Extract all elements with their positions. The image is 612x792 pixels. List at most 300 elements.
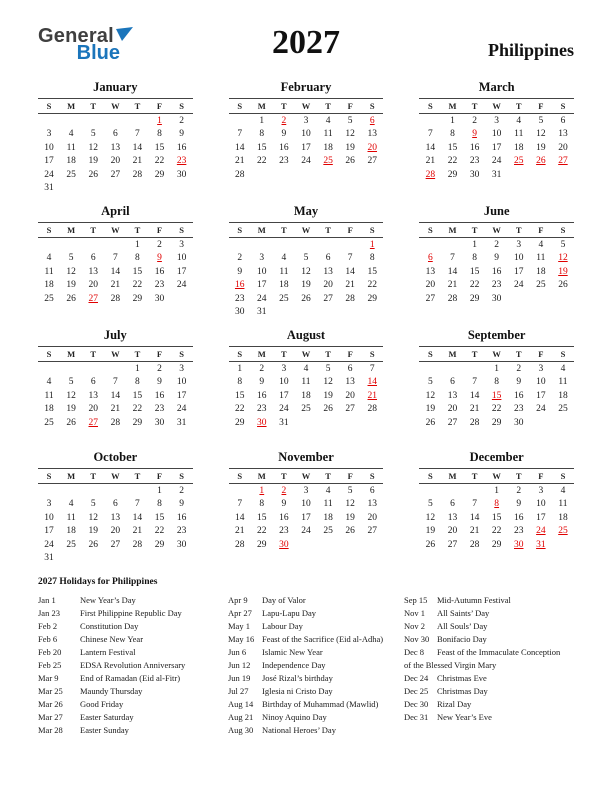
- calendar-day: 18: [44, 280, 54, 291]
- weekday-header: M: [441, 347, 463, 362]
- calendar-day: 4: [68, 129, 74, 140]
- calendar-day: 3: [179, 239, 184, 250]
- calendar-day-empty: [419, 114, 441, 128]
- calendar-day: 8: [135, 253, 140, 264]
- calendar-day: 20: [345, 390, 355, 401]
- calendar-day: 2: [237, 253, 243, 264]
- holiday-entry: [404, 672, 568, 685]
- month-table: [419, 222, 574, 306]
- calendar-day: 30: [154, 293, 165, 304]
- weekday-header: W: [486, 469, 508, 484]
- calendar-day: 22: [491, 526, 502, 537]
- calendar-day: 20: [425, 280, 436, 291]
- weekday-header: W: [295, 223, 317, 238]
- calendar-day-empty: [126, 114, 148, 128]
- holiday-entry: [228, 724, 390, 737]
- holiday-entry: [228, 672, 390, 685]
- calendar-day-empty: [295, 416, 317, 430]
- calendar-day: 12: [425, 512, 436, 523]
- calendar-day: 7: [112, 253, 118, 264]
- calendar-day: 6: [112, 499, 118, 510]
- calendar-day: 23: [176, 156, 187, 167]
- calendar-day: 1: [157, 485, 162, 496]
- calendar-day: 2: [157, 239, 162, 250]
- weekday-header: S: [552, 347, 574, 362]
- calendar-day: 22: [447, 156, 458, 167]
- calendar-day: 25: [279, 293, 289, 304]
- calendar-day: 30: [154, 417, 165, 428]
- calendar-day: 5: [428, 377, 433, 388]
- calendar-day: 24: [491, 156, 502, 167]
- calendar-day: 12: [66, 266, 76, 277]
- weekday-header: T: [82, 223, 104, 238]
- calendar-day: 15: [469, 266, 480, 277]
- month-title: November: [278, 450, 334, 464]
- calendar-day: 18: [44, 404, 54, 415]
- holiday-name: Iglesia ni Cristo Day: [262, 686, 333, 696]
- holiday-entry: [38, 620, 228, 633]
- calendar-day: 11: [514, 129, 524, 140]
- calendar-day: 7: [135, 499, 140, 510]
- calendar-day: 24: [301, 156, 311, 167]
- holiday-name: Chinese New Year: [80, 634, 144, 644]
- calendar-day-empty: [339, 306, 361, 320]
- calendar-day: 26: [536, 156, 546, 167]
- calendar-day: 14: [110, 266, 121, 277]
- calendar-day: 29: [469, 293, 480, 304]
- calendar-day: 24: [44, 539, 54, 550]
- weekday-header: M: [60, 347, 82, 362]
- weekday-header: T: [126, 223, 148, 238]
- calendar-day: 10: [44, 512, 54, 523]
- holiday-entry: [228, 620, 390, 633]
- calendar-day: 21: [469, 404, 480, 415]
- calendar-day: 28: [110, 293, 121, 304]
- calendar-day: 26: [88, 539, 98, 550]
- calendar-day: 7: [369, 363, 375, 374]
- calendar-day: 12: [88, 142, 98, 153]
- calendar-day: 4: [281, 253, 287, 264]
- weekday-header: S: [552, 99, 574, 114]
- holiday-name: Christmas Day: [437, 686, 488, 696]
- calendar-day: 4: [560, 363, 566, 374]
- holiday-entry: [228, 633, 390, 646]
- calendar-day: 13: [323, 266, 333, 277]
- calendar-day: 29: [234, 417, 245, 428]
- holiday-name: Ninoy Aquino Day: [262, 712, 327, 722]
- calendar-day: 10: [536, 499, 546, 510]
- calendar-day: 9: [281, 129, 287, 140]
- holiday-entry: [38, 607, 228, 620]
- calendar-day: 18: [558, 390, 568, 401]
- calendar-day: 24: [44, 169, 54, 180]
- calendar-day-empty: [82, 362, 104, 376]
- calendar-day: 26: [345, 156, 355, 167]
- calendar-day: 22: [491, 404, 502, 415]
- calendar-day-empty: [361, 306, 383, 320]
- calendar-day: 16: [154, 390, 165, 401]
- calendar-day: 2: [281, 115, 287, 126]
- month-title: October: [93, 450, 138, 464]
- calendar-day-empty: [104, 238, 126, 252]
- calendar-day: 24: [514, 280, 524, 291]
- calendar-day-empty: [508, 168, 530, 182]
- holiday-name: Feast of the Sacrifice (Eid al-Adha): [262, 634, 384, 644]
- holiday-entry: [38, 724, 228, 737]
- holiday-date: Feb 25: [38, 660, 62, 670]
- calendar-day: 16: [154, 266, 165, 277]
- calendar-day: 20: [447, 404, 458, 415]
- calendar-day: 17: [301, 512, 311, 523]
- weekday-header: F: [530, 223, 552, 238]
- calendar-day: 15: [367, 266, 378, 277]
- calendar-day: 9: [259, 377, 265, 388]
- calendar-day: 17: [176, 390, 187, 401]
- calendar-day: 2: [494, 239, 500, 250]
- weekday-header: T: [273, 223, 295, 238]
- calendar-day: 20: [110, 156, 121, 167]
- calendar-day: 4: [516, 115, 522, 126]
- calendar-day: 1: [450, 115, 455, 126]
- calendar-day: 1: [237, 363, 243, 374]
- calendar-day: 26: [425, 417, 436, 428]
- calendar-day-empty: [339, 538, 361, 552]
- month-title: March: [478, 80, 515, 94]
- calendar-day: 19: [66, 280, 76, 291]
- holiday-date: Feb 20: [38, 647, 62, 657]
- calendar-day: 12: [536, 129, 546, 140]
- calendar-day: 16: [234, 280, 245, 291]
- calendar-day: 7: [347, 253, 353, 264]
- holiday-name: Independence Day: [262, 660, 326, 670]
- weekday-header: F: [530, 99, 552, 114]
- calendar-day: 10: [536, 377, 546, 388]
- weekday-header: S: [38, 99, 60, 114]
- weekday-header: W: [486, 223, 508, 238]
- calendar-day: 13: [345, 377, 355, 388]
- calendar-day: 21: [110, 404, 121, 415]
- weekday-header: S: [229, 469, 251, 484]
- holiday-name: EDSA Revolution Anniversary: [80, 660, 186, 670]
- calendar-day: 13: [447, 390, 458, 401]
- calendar-day: 6: [369, 115, 375, 126]
- calendar-day: 10: [44, 142, 54, 153]
- calendar-day: 29: [154, 539, 165, 550]
- calendar-day: 19: [323, 390, 333, 401]
- weekday-header: T: [126, 469, 148, 484]
- calendar-day: 10: [176, 253, 187, 264]
- weekday-header: F: [339, 99, 361, 114]
- holiday-name: New Year’s Day: [80, 595, 136, 605]
- calendar-day-empty: [60, 238, 82, 252]
- weekday-header: F: [530, 347, 552, 362]
- holidays-column: [38, 594, 228, 737]
- calendar-day: 16: [176, 512, 187, 523]
- weekday-header: S: [552, 469, 574, 484]
- calendar-day: 24: [536, 404, 546, 415]
- calendar-day: 8: [450, 129, 455, 140]
- calendar-day: 28: [132, 169, 143, 180]
- calendar-day: 6: [325, 253, 331, 264]
- calendar-day: 15: [447, 142, 458, 153]
- holiday-entry: [404, 685, 568, 698]
- month-title: July: [103, 328, 127, 342]
- holiday-name: Day of Valor: [262, 595, 306, 605]
- holiday-entry: [228, 659, 390, 672]
- month-title: January: [93, 80, 138, 94]
- calendar-day: 10: [279, 377, 289, 388]
- holiday-date: Jun 12: [228, 660, 251, 670]
- holiday-entry: [404, 646, 568, 672]
- calendar-day: 1: [494, 363, 500, 374]
- calendar-day-empty: [251, 168, 273, 182]
- months-grid: [38, 80, 574, 565]
- calendar-day: 31: [491, 169, 502, 180]
- calendar-day-empty: [229, 238, 251, 252]
- calendar-day: 27: [367, 156, 378, 167]
- calendar-day: 13: [367, 499, 378, 510]
- calendar-day: 27: [110, 539, 121, 550]
- holiday-name: Rizal Day: [437, 699, 472, 709]
- calendar-day: 14: [132, 512, 143, 523]
- calendar-day: 5: [68, 253, 74, 264]
- weekday-header: S: [419, 469, 441, 484]
- calendar-day-empty: [361, 168, 383, 182]
- calendar-day: 4: [68, 499, 74, 510]
- calendar-day: 27: [345, 404, 355, 415]
- holiday-name: Good Friday: [80, 699, 124, 709]
- calendar-day: 9: [179, 499, 184, 510]
- holiday-date: Mar 28: [38, 725, 63, 735]
- calendar-day: 1: [135, 239, 140, 250]
- weekday-header: M: [251, 469, 273, 484]
- month-table: [38, 98, 193, 195]
- calendar-day: 6: [560, 115, 566, 126]
- holiday-entry: [228, 711, 390, 724]
- calendar-day: 4: [303, 363, 309, 374]
- calendar-day: 5: [90, 129, 96, 140]
- month-table: [229, 222, 384, 319]
- calendar-day: 25: [514, 156, 524, 167]
- calendar-day: 3: [179, 363, 184, 374]
- holiday-date: Mar 25: [38, 686, 63, 696]
- weekday-header: S: [419, 99, 441, 114]
- calendar-day: 11: [44, 266, 54, 277]
- weekday-header: S: [552, 223, 574, 238]
- calendar-day: 13: [558, 129, 568, 140]
- calendar-day-empty: [104, 552, 126, 566]
- calendar-day: 12: [66, 390, 76, 401]
- weekday-header: S: [229, 223, 251, 238]
- weekday-header: T: [317, 223, 339, 238]
- calendar-day-empty: [273, 238, 295, 252]
- calendar-day: 31: [279, 417, 289, 428]
- weekday-header: T: [126, 347, 148, 362]
- holiday-name: Bonifacio Day: [437, 634, 487, 644]
- weekday-header: T: [464, 223, 486, 238]
- weekday-header: F: [148, 223, 170, 238]
- calendar-day: 15: [491, 390, 502, 401]
- calendar-day-empty: [60, 484, 82, 498]
- calendar-day-empty: [229, 114, 251, 128]
- weekday-header: S: [171, 469, 193, 484]
- calendar-day: 14: [469, 390, 480, 401]
- calendar-day: 27: [88, 293, 98, 304]
- holiday-entry: [38, 594, 228, 607]
- holiday-entry: [404, 620, 568, 633]
- calendar-day: 17: [44, 526, 54, 537]
- calendar-day: 15: [257, 142, 267, 153]
- calendar-day: 23: [257, 404, 267, 415]
- calendar-day: 20: [447, 526, 458, 537]
- calendar-day-empty: [317, 416, 339, 430]
- calendar-day-empty: [104, 182, 126, 196]
- calendar-day: 25: [44, 293, 54, 304]
- calendar-day: 17: [536, 512, 546, 523]
- calendar-day-empty: [60, 362, 82, 376]
- calendar-day: 30: [234, 307, 245, 318]
- calendar-day: 19: [88, 526, 98, 537]
- calendar-day: 27: [110, 169, 121, 180]
- calendar-day: 5: [303, 253, 309, 264]
- calendar-day: 10: [301, 499, 311, 510]
- holiday-date: Sep 15: [404, 595, 428, 605]
- calendar-day: 1: [472, 239, 477, 250]
- year-title: 2027: [272, 24, 340, 61]
- calendar-day-empty: [148, 552, 170, 566]
- weekday-header: T: [317, 469, 339, 484]
- weekday-header: W: [104, 223, 126, 238]
- calendar-day: 26: [345, 526, 355, 537]
- calendar-day: 11: [558, 499, 568, 510]
- weekday-header: S: [229, 347, 251, 362]
- calendar-day-empty: [317, 538, 339, 552]
- calendar-day-empty: [82, 182, 104, 196]
- holidays-columns: [38, 594, 574, 737]
- calendar-day: 27: [323, 293, 333, 304]
- calendar-day-empty: [419, 362, 441, 376]
- weekday-header: T: [464, 469, 486, 484]
- calendar-day: 16: [257, 390, 267, 401]
- holiday-date: Dec 30: [404, 699, 429, 709]
- holiday-entry: [38, 672, 228, 685]
- weekday-header: M: [441, 99, 463, 114]
- calendar-day: 20: [88, 280, 98, 291]
- calendar-day: 20: [558, 142, 568, 153]
- calendar-day: 23: [234, 293, 245, 304]
- weekday-header: F: [148, 347, 170, 362]
- calendar-day: 11: [44, 390, 54, 401]
- holiday-date: Nov 30: [404, 634, 430, 644]
- holiday-date: Jun 6: [228, 647, 247, 657]
- calendar-day: 29: [491, 417, 502, 428]
- calendar-day: 18: [279, 280, 289, 291]
- calendar-day-empty: [38, 362, 60, 376]
- holiday-entry: [228, 607, 390, 620]
- calendar-day: 20: [323, 280, 333, 291]
- calendar-day: 3: [303, 115, 309, 126]
- calendar-day: 11: [323, 129, 333, 140]
- calendar-day-empty: [273, 168, 295, 182]
- weekday-header: S: [361, 469, 383, 484]
- calendar-day: 30: [469, 169, 480, 180]
- calendar-day: 24: [536, 526, 546, 537]
- month-june: [419, 204, 574, 319]
- calendar-day: 7: [112, 377, 118, 388]
- calendar-day: 18: [66, 526, 76, 537]
- calendar-day-empty: [552, 168, 574, 182]
- calendar-day: 17: [279, 390, 289, 401]
- weekday-header: F: [339, 223, 361, 238]
- calendar-day-empty: [295, 238, 317, 252]
- calendar-day: 26: [88, 169, 98, 180]
- calendar-day: 3: [538, 363, 544, 374]
- calendar-day: 28: [234, 169, 245, 180]
- calendar-day-empty: [104, 484, 126, 498]
- calendar-day: 22: [257, 526, 267, 537]
- calendar-day: 3: [516, 239, 522, 250]
- calendar-day: 10: [176, 377, 187, 388]
- weekday-header: F: [339, 469, 361, 484]
- calendar-day: 16: [514, 512, 524, 523]
- month-table: [419, 468, 574, 552]
- holiday-name: Easter Saturday: [80, 712, 134, 722]
- calendar-day: 29: [491, 539, 502, 550]
- calendar-day-empty: [126, 484, 148, 498]
- weekday-header: S: [361, 223, 383, 238]
- calendar-day-empty: [82, 114, 104, 128]
- month-table: [419, 346, 574, 430]
- weekday-header: T: [82, 469, 104, 484]
- calendar-day-empty: [441, 484, 463, 498]
- weekday-header: F: [339, 347, 361, 362]
- calendar-day: 6: [90, 377, 96, 388]
- calendar-day-empty: [38, 114, 60, 128]
- calendar-day: 9: [472, 129, 477, 140]
- weekday-header: F: [148, 99, 170, 114]
- calendar-day: 28: [469, 539, 480, 550]
- calendar-day: 14: [469, 512, 480, 523]
- calendar-day: 15: [234, 390, 245, 401]
- calendar-day: 13: [425, 266, 436, 277]
- calendar-day: 26: [425, 539, 436, 550]
- holiday-entry: [404, 633, 568, 646]
- calendar-day: 8: [494, 499, 500, 510]
- calendar-day: 2: [179, 485, 184, 496]
- calendar-day: 16: [279, 512, 289, 523]
- calendar-day: 23: [469, 156, 480, 167]
- calendar-day: 22: [367, 280, 378, 291]
- calendar-day: 2: [516, 485, 522, 496]
- calendar-day: 23: [491, 280, 502, 291]
- calendar-day: 19: [425, 404, 436, 415]
- calendar-day: 10: [257, 266, 267, 277]
- calendar-day: 23: [154, 404, 165, 415]
- calendar-day-empty: [82, 238, 104, 252]
- calendar-day: 26: [558, 280, 568, 291]
- calendar-day: 28: [469, 417, 480, 428]
- calendar-day: 15: [132, 390, 143, 401]
- calendar-day: 3: [303, 485, 309, 496]
- calendar-day: 21: [132, 156, 143, 167]
- month-december: [419, 450, 574, 565]
- calendar-day: 27: [558, 156, 568, 167]
- calendar-day: 28: [132, 539, 143, 550]
- calendar-day: 4: [46, 253, 52, 264]
- calendar-day: 5: [347, 115, 353, 126]
- calendar-day-empty: [273, 306, 295, 320]
- month-table: [419, 98, 574, 182]
